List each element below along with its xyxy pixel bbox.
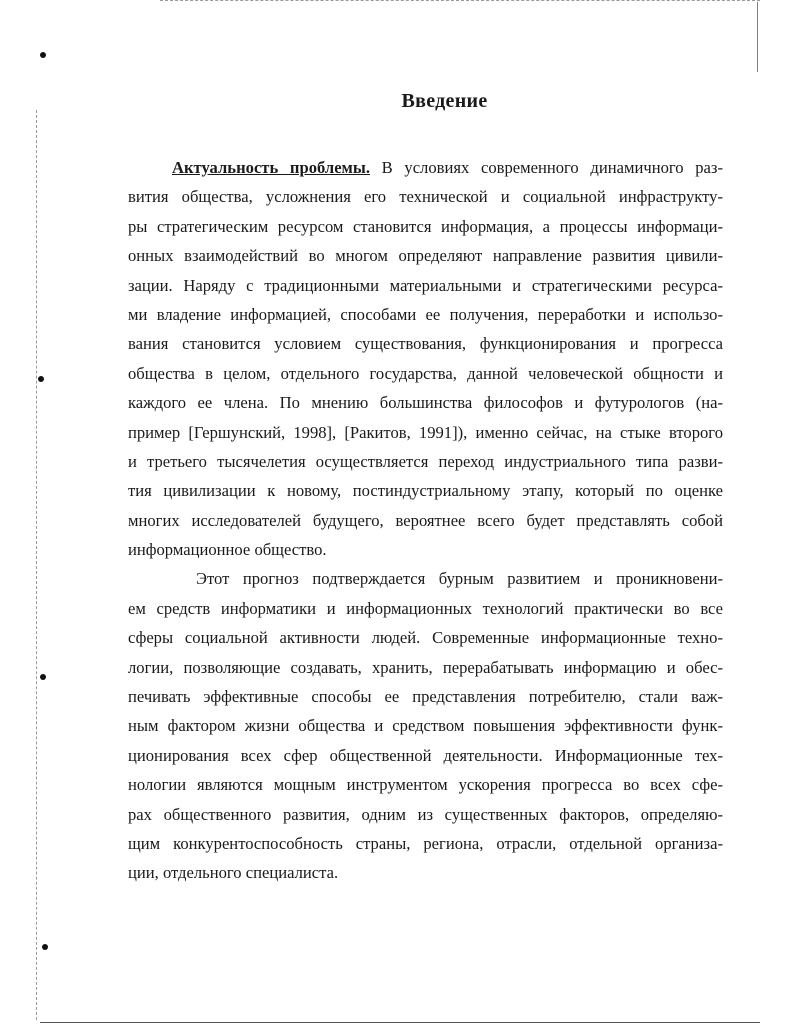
text-line: вития общества, усложнения его технической и социальной инфраструкту- <box>128 187 723 207</box>
text-line: информационное общество. <box>128 540 327 560</box>
binding-hole-mark <box>40 674 46 680</box>
text-line: рах общественного развития, одним из существенных факторов, определяю- <box>128 804 723 824</box>
scan-edge-right <box>757 2 758 72</box>
text-line: Этот прогноз подтверждается бурным развитием и проникновени- <box>196 569 723 589</box>
text-line: многих исследователей будущего, вероятнее всего будет представлять собой <box>128 510 723 530</box>
text-line: тия цивилизации к новому, постиндустриальному этапу, который по оценке <box>128 481 723 501</box>
text-line: общества в целом, отдельного государства, данной человеческой общности и <box>128 363 723 383</box>
binding-hole-mark <box>40 52 46 58</box>
text-line: ционирования всех сфер общественной деятельности. Информационные тех- <box>128 745 723 765</box>
binding-hole-mark <box>42 944 48 950</box>
body-text <box>128 153 723 888</box>
text-line: ми владение информацией, способами ее получения, переработки и использо- <box>128 304 723 324</box>
page-title: Введение <box>401 90 488 112</box>
text-line: печивать эффективные способы ее представления потребителю, стали важ- <box>128 687 723 707</box>
text-line: вания становится условием существования, функционирования и прогресса <box>128 334 723 354</box>
text-line: и третьего тысячелетия осуществляется переход индустриального типа разви- <box>128 451 723 471</box>
scan-edge-bottom <box>40 1022 760 1023</box>
text-line: каждого ее члена. По мнению большинства философов и футурологов (на- <box>128 393 723 413</box>
text-line: ции, отдельного специалиста. <box>128 863 339 883</box>
text-line: ным фактором жизни общества и средством повышения эффективности функ- <box>128 716 723 736</box>
text-line: нологии являются мощным инструментом ускорения прогресса во всех сфе- <box>128 775 723 795</box>
binding-hole-mark <box>38 376 44 382</box>
text-line: логии, позволяющие создавать, хранить, перерабатывать информацию и обес- <box>128 657 723 677</box>
text-line: ем средств информатики и информационных технологий практически во все <box>128 598 723 618</box>
scan-edge-top <box>160 0 760 2</box>
text-line: зации. Наряду с традиционными материальными и стратегическими ресурса- <box>128 275 723 295</box>
lead-heading: Актуальность проблемы. <box>172 158 370 177</box>
text-line: сферы социальной активности людей. Современные информационные техно- <box>128 628 723 648</box>
text-line: Актуальность проблемы. В условиях современного динамичного раз- <box>172 158 723 177</box>
text-line: онных взаимодействий во многом определяют направление развития цивили- <box>128 246 723 266</box>
text-line: ры стратегическим ресурсом становится информация, а процессы информаци- <box>128 216 723 236</box>
text-line: щим конкурентоспособность страны, региона, отрасли, отдельной организа- <box>128 833 723 853</box>
text-line: пример [Гершунский, 1998], [Ракитов, 1991]), именно сейчас, на стыке второго <box>128 422 723 442</box>
scan-edge-left <box>36 110 37 1020</box>
